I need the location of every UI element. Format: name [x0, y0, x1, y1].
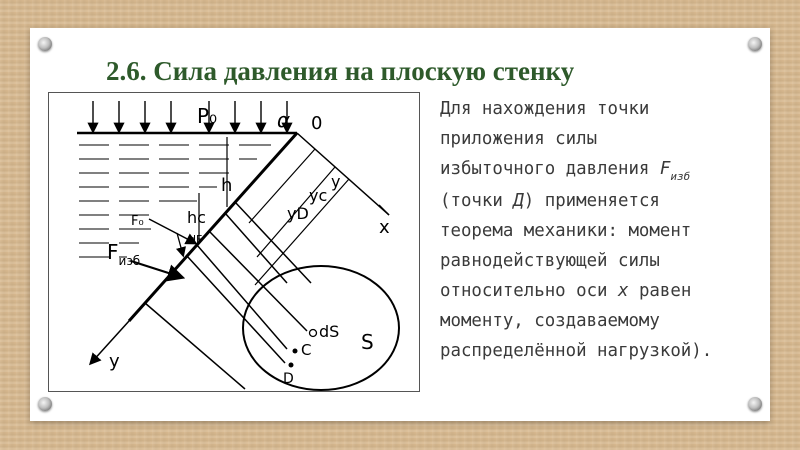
slide-card: [30, 28, 770, 421]
text-line-3: избыточного давления $F_{изб}$: [440, 159, 691, 183]
label-ds: dS: [319, 322, 340, 341]
text-line-2: приложения силы: [440, 129, 598, 149]
label-y-axis: y: [109, 351, 120, 372]
pin-bottom-left: [38, 397, 52, 411]
label-x: x: [379, 217, 390, 238]
label-f0: F₀: [131, 214, 144, 229]
symbol-f-subscript: изб: [670, 170, 691, 183]
label-yd: yD: [287, 204, 309, 223]
text-line-7: относительно оси х равен: [440, 281, 692, 301]
pressure-diagram: [48, 92, 420, 392]
label-hc: hc: [187, 208, 206, 227]
symbol-x: х: [618, 281, 629, 301]
label-p0: P₀: [197, 104, 218, 128]
label-yc: yc: [309, 186, 328, 205]
label-y-top: y: [331, 172, 341, 191]
pin-bottom-right: [748, 397, 762, 411]
label-c: C: [301, 341, 312, 359]
text-line-1: Для нахождения точки: [440, 99, 650, 119]
text-line-6: равнодействующей силы: [440, 251, 660, 271]
surface-pressure-arrows: [93, 101, 287, 131]
symbol-d: Д: [513, 191, 524, 211]
label-o: 0: [311, 113, 323, 134]
explanation-text: [440, 94, 760, 366]
label-d: D: [283, 371, 294, 387]
diagram-svg: [49, 93, 419, 391]
text-line-9: распределённой нагрузкой).: [440, 341, 713, 361]
point-ds: [310, 330, 317, 337]
point-d: [289, 363, 294, 368]
symbol-f: F: [659, 159, 671, 179]
label-alpha: α: [277, 108, 291, 132]
text-line-5: теорема механики: момент: [440, 221, 692, 241]
text-line-8: моменту, создаваемому: [440, 311, 660, 331]
text-line-4: (точки Д) применяется: [440, 191, 660, 211]
pin-top-left: [38, 37, 52, 51]
point-c: [293, 349, 298, 354]
label-h: h: [221, 175, 233, 196]
label-s: S: [361, 330, 374, 354]
label-fizb: $F_{изб}$: [107, 240, 141, 268]
slide-title: 2.6. Сила давления на плоскую стенку: [106, 56, 575, 86]
label-df: dF: [189, 233, 203, 246]
inclined-wall: [129, 133, 297, 321]
pin-top-right: [748, 37, 762, 51]
